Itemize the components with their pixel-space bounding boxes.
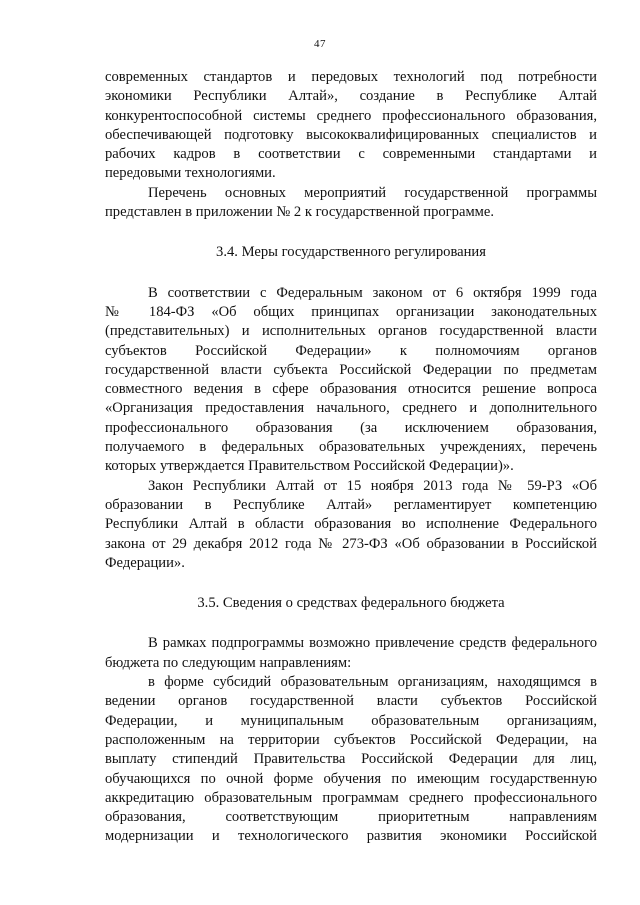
- text-line: В соответствии с Федеральным законом от 6 октября 1999 года: [148, 284, 597, 301]
- section-heading-3-4: 3.4. Меры государственного регулирования: [216, 244, 486, 261]
- text-line: закона от 29 декабря 2012 года № 273-ФЗ «Об образовании в Российской: [105, 535, 597, 552]
- text-line: аккредитацию образовательным программам среднего профессионального: [105, 789, 597, 806]
- text-line: Закон Республики Алтай от 15 ноября 2013 года № 59-РЗ «Об: [148, 477, 597, 494]
- text-line: государственной власти субъекта Российской Федерации по предметам: [105, 361, 597, 378]
- text-line: обеспечивающей подготовку высококвалифицированных специалистов и: [105, 126, 597, 143]
- text-line: конкурентоспособной системы среднего профессионального образования,: [105, 107, 597, 124]
- text-line: представлен в приложении № 2 к государственной программе.: [105, 204, 495, 221]
- text-line: современных стандартов и передовых технологий под потребности: [105, 69, 597, 85]
- text-line: совместного ведения в сфере образования относится решение вопроса: [105, 381, 597, 398]
- page-number: 47: [314, 38, 326, 50]
- text-line: которых утверждается Правительством Российской Федерации)».: [105, 458, 514, 475]
- text-line: бюджета по следующим направлениям:: [105, 654, 352, 671]
- text-line: получаемого в федеральных образовательных учреждениях, перечень: [105, 439, 597, 456]
- text-line: рабочих кадров в соответствии с современными стандартами и: [105, 146, 597, 163]
- text-line: Федерации, и муниципальным образовательным организациям,: [105, 712, 597, 729]
- text-line: В рамках подпрограммы возможно привлечение средств федерального: [148, 635, 597, 652]
- text-line: (представительных) и исполнительных органов государственной власти: [105, 323, 597, 340]
- text-line: расположенным на территории субъектов Российской Федерации, на: [105, 731, 597, 748]
- text-line: «Организация предоставления начального, среднего и дополнительного: [105, 400, 597, 417]
- text-line: субъектов Российской Федерации» к полномочиям органов: [105, 342, 597, 359]
- text-line: Перечень основных мероприятий государственной программы: [148, 184, 597, 201]
- text-line: профессионального образования (за исключением образования,: [105, 419, 597, 436]
- text-line: № 184-ФЗ «Об общих принципах организации законодательных: [105, 303, 597, 320]
- text-line: в форме субсидий образовательным организациям, находящимся в: [148, 674, 597, 691]
- text-line: образовании в Республике Алтай» регламентирует компетенцию: [105, 496, 597, 513]
- text-line: Республики Алтай в области образования во исполнение Федерального: [105, 516, 597, 533]
- text-line: образования, соответствующим приоритетным направлениям: [105, 809, 597, 826]
- text-line: Федерации».: [105, 554, 185, 571]
- text-line: обучающихся по очной форме обучения по имеющим государственную: [105, 770, 597, 787]
- text-line: ведении органов государственной власти субъектов Российской: [105, 693, 597, 710]
- text-line: передовыми технологиями.: [105, 165, 276, 182]
- section-heading-3-5: 3.5. Сведения о средствах федерального бюджета: [197, 595, 505, 612]
- text-line: выплату стипендий Правительства Российской Федерации для лиц,: [105, 751, 597, 768]
- text-line: модернизации и технологического развития экономики Российской: [105, 828, 597, 845]
- text-line: экономики Республики Алтай», создание в Республике Алтай: [105, 88, 597, 105]
- document-body: [105, 68, 597, 847]
